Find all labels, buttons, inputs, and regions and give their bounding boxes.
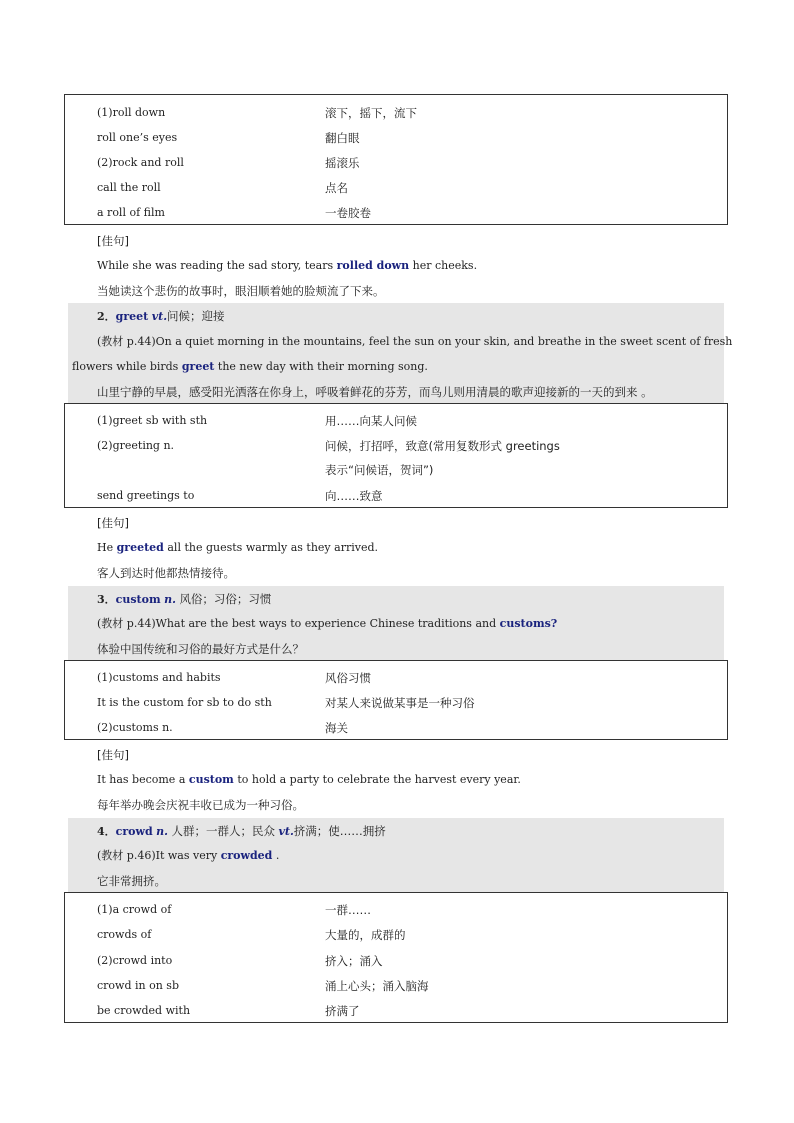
- phrase-en: (1)customs and habits: [97, 671, 221, 684]
- phrase-zh: 表示“问候语，贺词”): [325, 463, 434, 477]
- textbook-source-zh: 它非常拥挤。: [97, 874, 166, 888]
- phrase-en: call the roll: [97, 181, 161, 194]
- word-heading-custom: 3．custom n. 风俗；习俗；习惯: [97, 592, 272, 606]
- textbook-source-en-cont: flowers while birds greet the new day with their morning song.: [72, 360, 428, 373]
- phrase-row: [97, 900, 717, 920]
- phrase-row: [97, 128, 717, 148]
- phrase-row: [97, 1001, 717, 1021]
- phrase-table-greet: [64, 403, 728, 508]
- example-tag: [佳句]: [97, 234, 129, 248]
- phrase-en: a roll of film: [97, 206, 165, 219]
- phrase-zh: 点名: [325, 181, 348, 195]
- phrase-en: be crowded with: [97, 1004, 191, 1017]
- phrase-zh: 摇滚乐: [325, 156, 360, 170]
- phrase-en: crowd in on sb: [97, 979, 179, 992]
- phrase-en: (2)customs n.: [97, 721, 173, 734]
- phrase-table-custom: [64, 660, 728, 740]
- phrase-en: (1)greet sb with sth: [97, 414, 208, 427]
- phrase-zh: 问候，打招呼，致意(常用复数形式 greetings: [325, 439, 560, 453]
- textbook-source-zh: 体验中国传统和习俗的最好方式是什么？: [97, 642, 304, 656]
- word-heading-crowd: 4．crowd n. 人群；一群人；民众 vt.挤满；使……拥挤: [97, 824, 386, 838]
- phrase-zh: 挤满了: [325, 1004, 360, 1018]
- phrase-row: [97, 951, 717, 971]
- phrase-row: [97, 411, 717, 431]
- phrase-zh: 涌上心头；涌入脑海: [325, 979, 429, 993]
- phrase-table-roll: [64, 94, 728, 225]
- phrase-zh: 对某人来说做某事是一种习俗: [325, 696, 475, 710]
- phrase-row: [97, 718, 717, 738]
- textbook-source-en: (教材 p.44)On a quiet morning in the mountains, feel the sun on your skin, and breathe in the sweet scent of fresh: [97, 335, 733, 348]
- phrase-row: [97, 103, 717, 123]
- phrase-en: It is the custom for sb to do sth: [97, 696, 272, 709]
- phrase-table-crowd: [64, 892, 728, 1023]
- phrase-row: [97, 693, 717, 713]
- example-sentence-en: He greeted all the guests warmly as they arrived.: [97, 541, 378, 554]
- phrase-row: [97, 460, 717, 480]
- phrase-zh: 用……向某人问候: [325, 414, 417, 428]
- phrase-en: (2)greeting n.: [97, 439, 175, 452]
- phrase-en: (1)roll down: [97, 106, 166, 119]
- phrase-zh: 一卷胶卷: [325, 206, 371, 220]
- phrase-zh: 向……致意: [325, 489, 383, 503]
- example-sentence-zh: 每年举办晚会庆祝丰收已成为一种习俗。: [97, 798, 304, 812]
- phrase-zh: 翻白眼: [325, 131, 360, 145]
- example-tag: [佳句]: [97, 748, 129, 762]
- example-sentence-zh: 当她读这个悲伤的故事时，眼泪顺着她的脸颊流了下来。: [97, 284, 385, 298]
- phrase-row: [97, 153, 717, 173]
- example-sentence-en: It has become a custom to hold a party to celebrate the harvest every year.: [97, 773, 521, 786]
- phrase-en: (1)a crowd of: [97, 903, 172, 916]
- example-tag: [佳句]: [97, 516, 129, 530]
- phrase-zh: 海关: [325, 721, 348, 735]
- phrase-en: (2)rock and roll: [97, 156, 184, 169]
- phrase-en: crowds of: [97, 928, 152, 941]
- phrase-row: [97, 925, 717, 945]
- textbook-source-en: (教材 p.44)What are the best ways to experience Chinese traditions and customs?: [97, 617, 558, 630]
- phrase-en: send greetings to: [97, 489, 195, 502]
- phrase-row: [97, 178, 717, 198]
- textbook-source-en: (教材 p.46)It was very crowded .: [97, 849, 280, 862]
- phrase-row: [97, 668, 717, 688]
- phrase-row: [97, 436, 717, 456]
- phrase-en: (2)crowd into: [97, 954, 173, 967]
- word-heading-greet: 2．greet vt.问候；迎接: [97, 309, 225, 323]
- phrase-en: roll one’s eyes: [97, 131, 178, 144]
- phrase-row: [97, 203, 717, 223]
- phrase-zh: 风俗习惯: [325, 671, 371, 685]
- phrase-zh: 滚下，摇下，流下: [325, 106, 417, 120]
- example-sentence-en: While she was reading the sad story, tears rolled down her cheeks.: [97, 259, 478, 272]
- phrase-zh: 挤入；涌入: [325, 954, 383, 968]
- phrase-zh: 一群……: [325, 903, 371, 917]
- textbook-source-zh: 山里宁静的早晨，感受阳光洒落在你身上，呼吸着鲜花的芬芳，而鸟儿则用清晨的歌声迎接新的一天的到来 。: [97, 385, 653, 399]
- phrase-row: [97, 486, 717, 506]
- phrase-zh: 大量的，成群的: [325, 928, 406, 942]
- phrase-row: [97, 976, 717, 996]
- example-sentence-zh: 客人到达时他都热情接待。: [97, 566, 235, 580]
